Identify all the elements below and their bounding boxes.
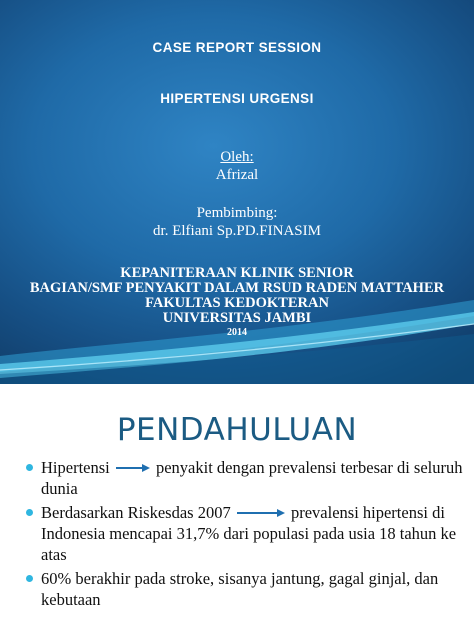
institution-line: KEPANITERAAN KLINIK SENIOR: [120, 265, 354, 281]
bullet-text: penyakit dengan prevalensi terbesar di seluruh dunia: [41, 458, 463, 498]
list-item: [26, 457, 466, 499]
intro-slide: [0, 384, 474, 632]
bullet-icon: [26, 575, 33, 582]
list-item: [26, 568, 466, 610]
bullet-text: Hipertensi: [41, 458, 110, 477]
institution-block: [0, 266, 474, 326]
pembimbing-label: Pembimbing:: [196, 205, 278, 221]
right-arrow-icon: [237, 508, 285, 518]
bullet-icon: [26, 509, 33, 516]
slide-title: PENDAHULUAN: [116, 412, 358, 448]
case-title: CASE REPORT SESSION: [152, 40, 322, 55]
year: 2014: [227, 327, 247, 338]
bullet-text: 60% berakhir pada stroke, sisanya jantung, gagal ginjal, dan kebutaan: [41, 569, 439, 609]
bullet-text: prevalensi hipertensi di Indonesia mencapai 31,7% dari populasi pada usia 18 tahun ke atas: [41, 503, 457, 564]
right-arrow-icon: [116, 463, 150, 473]
bullet-list: [26, 457, 466, 613]
bullet-icon: [26, 464, 33, 471]
bullet-text: Berdasarkan Riskesdas 2007: [41, 503, 231, 522]
slide-subtitle: HIPERTENSI URGENSI: [160, 91, 314, 106]
institution-line: UNIVERSITAS JAMBI: [162, 310, 312, 326]
oleh-label: Oleh:: [220, 149, 254, 165]
institution-line: FAKULTAS KEDOKTERAN: [145, 295, 329, 311]
author-name: Afrizal: [215, 167, 259, 183]
pembimbing-name: dr. Elfiani Sp.PD.FINASIM: [153, 223, 321, 239]
list-item: [26, 502, 466, 565]
institution-line: BAGIAN/SMF PENYAKIT DALAM RSUD RADEN MATTAHER: [29, 280, 445, 296]
